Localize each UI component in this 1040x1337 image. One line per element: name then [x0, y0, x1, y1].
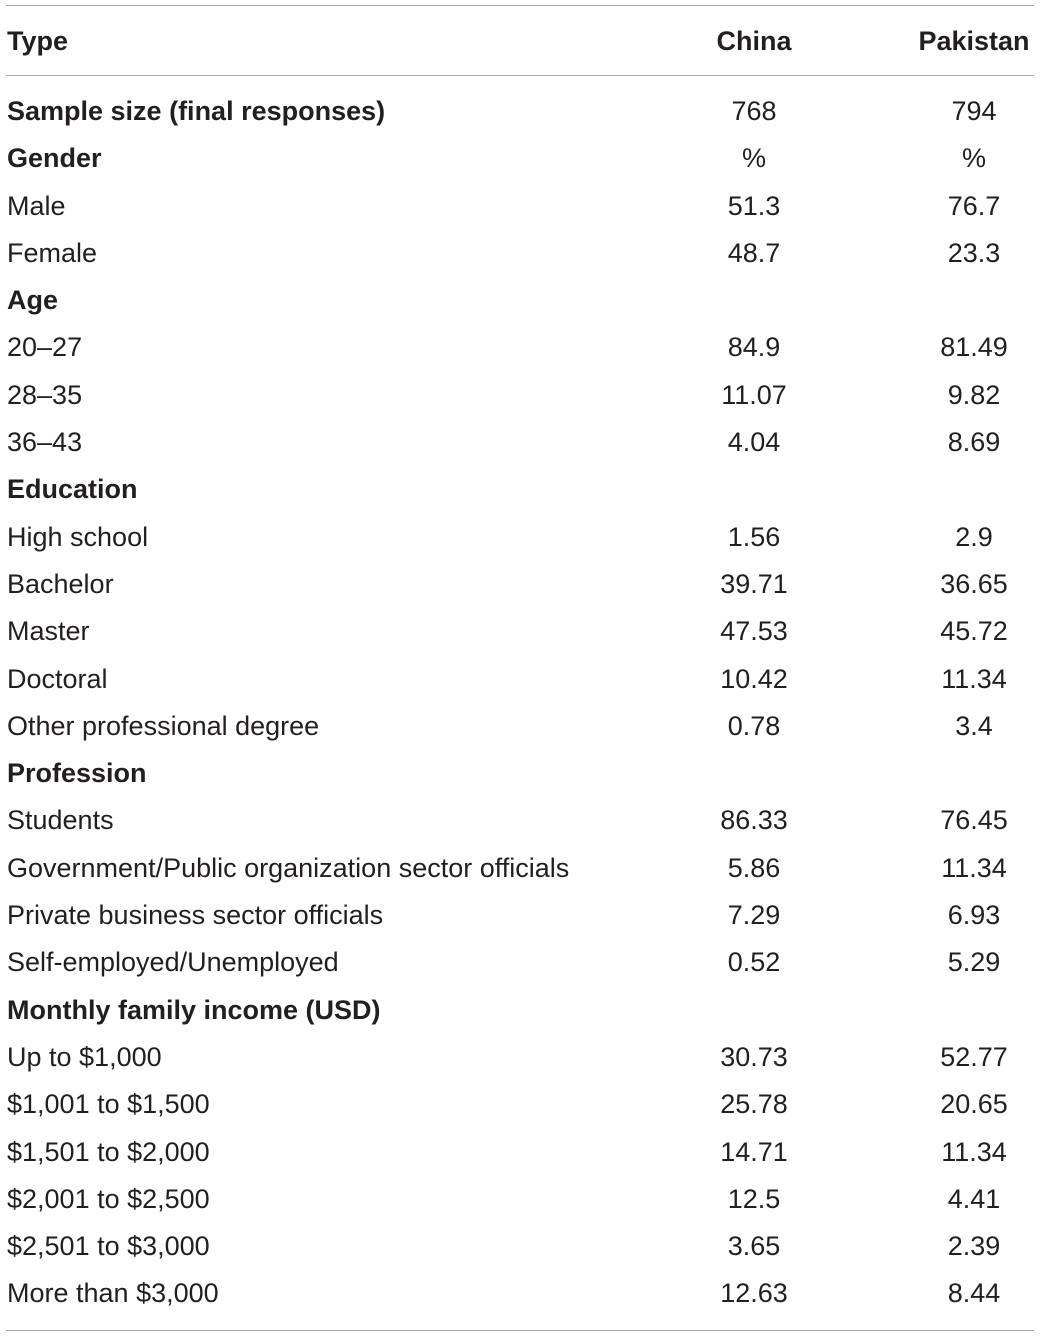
row-type-cell: $1,001 to $1,500: [7, 1089, 210, 1120]
table-header-row: [0, 5, 1040, 75]
row-pakistan-cell: 2.9: [955, 521, 993, 552]
table-row: [0, 939, 1040, 986]
table-bottom-rule: [6, 1330, 1034, 1331]
table-row: [0, 561, 1040, 608]
row-pakistan-cell: 11.34: [941, 1136, 1007, 1167]
row-type-cell: $1,501 to $2,000: [7, 1136, 210, 1167]
row-pakistan-cell: 9.82: [947, 379, 1001, 410]
row-type-cell: Sample size (final responses): [7, 96, 386, 126]
row-pakistan-cell: 23.3: [947, 237, 1001, 268]
row-china-cell: 48.7: [727, 237, 781, 268]
row-pakistan-cell: 8.69: [947, 427, 1001, 458]
table-row: [0, 514, 1040, 561]
row-pakistan-cell: 36.65: [940, 568, 1008, 599]
row-type-cell: Private business sector officials: [7, 900, 384, 931]
table-row: [0, 608, 1040, 655]
row-type-cell: Gender: [7, 143, 102, 174]
table-row: [0, 1223, 1040, 1270]
table-row: [0, 372, 1040, 419]
row-type-cell: $2,501 to $3,000: [7, 1231, 210, 1262]
row-pakistan-cell: [894, 987, 1040, 1034]
row-china-cell: 3.65: [727, 1231, 781, 1262]
row-china-cell: 14.71: [720, 1136, 788, 1167]
row-type-cell: Doctoral: [7, 663, 108, 694]
row-pakistan-cell: [894, 277, 1040, 324]
row-china-cell: 10.42: [720, 663, 788, 694]
row-china-cell: 768: [731, 96, 777, 126]
row-type-cell: More than $3,000: [7, 1278, 219, 1309]
table-section-row: [0, 750, 1040, 797]
row-china-cell: [654, 987, 854, 1034]
row-pakistan-cell: [894, 750, 1040, 797]
row-type-cell: Up to $1,000: [7, 1041, 162, 1072]
row-pakistan-cell: 11.34: [941, 663, 1007, 694]
row-china-cell: 30.73: [720, 1041, 788, 1072]
row-type-cell: Bachelor: [7, 568, 114, 599]
row-china-cell: 11.07: [721, 379, 787, 410]
row-china-cell: [654, 750, 854, 797]
row-china-cell: 51.3: [727, 190, 781, 221]
row-china-cell: 84.9: [727, 332, 781, 363]
table-section-row: [0, 88, 1040, 135]
row-pakistan-cell: 6.93: [947, 900, 1001, 931]
table-row: [0, 1270, 1040, 1317]
row-pakistan-cell: 81.49: [940, 332, 1008, 363]
table-row: [0, 1129, 1040, 1176]
row-type-cell: Age: [7, 285, 59, 316]
table-row: [0, 230, 1040, 277]
row-type-cell: Male: [7, 190, 66, 221]
row-pakistan-cell: 76.7: [947, 190, 1001, 221]
row-pakistan-cell: [894, 466, 1040, 513]
row-china-cell: 7.29: [727, 900, 781, 931]
row-type-cell: 36–43: [7, 427, 83, 458]
row-type-cell: 28–35: [7, 379, 83, 410]
row-china-cell: 39.71: [720, 568, 788, 599]
row-china-cell: 1.56: [727, 521, 781, 552]
row-pakistan-cell: 794: [951, 96, 997, 126]
row-china-cell: [654, 466, 854, 513]
table-section-row: [0, 987, 1040, 1034]
table-row: [0, 324, 1040, 371]
row-china-cell: 12.63: [720, 1278, 788, 1309]
row-type-cell: Students: [7, 805, 114, 836]
row-pakistan-cell: 45.72: [940, 616, 1008, 647]
row-type-cell: Education: [7, 474, 138, 505]
row-china-cell: 25.78: [720, 1089, 788, 1120]
table-body: [0, 88, 1040, 1318]
header-pakistan: Pakistan: [918, 26, 1030, 56]
row-pakistan-cell: 52.77: [940, 1041, 1008, 1072]
table-row: [0, 656, 1040, 703]
row-type-cell: $2,001 to $2,500: [7, 1183, 210, 1214]
row-china-cell: 0.78: [727, 710, 781, 741]
header-china: China: [716, 26, 792, 56]
row-type-cell: Other professional degree: [7, 710, 320, 741]
row-pakistan-cell: 4.41: [947, 1183, 1001, 1214]
row-type-cell: 20–27: [7, 332, 83, 363]
table-row: [0, 183, 1040, 230]
row-china-cell: 12.5: [727, 1183, 781, 1214]
table-row: [0, 419, 1040, 466]
row-china-cell: 5.86: [727, 852, 781, 883]
table-row: [0, 845, 1040, 892]
table-section-row: [0, 135, 1040, 182]
row-china-cell: 47.53: [720, 616, 788, 647]
row-china-cell: [654, 277, 854, 324]
table-row: [0, 1034, 1040, 1081]
row-type-cell: Monthly family income (USD): [7, 994, 381, 1025]
row-pakistan-cell: 11.34: [941, 852, 1007, 883]
table-section-row: [0, 277, 1040, 324]
table-row: [0, 1176, 1040, 1223]
row-type-cell: High school: [7, 521, 149, 552]
row-type-cell: Government/Public organization sector officials: [7, 852, 570, 883]
row-pakistan-cell: 2.39: [947, 1231, 1001, 1262]
row-china-cell: %: [741, 143, 766, 174]
row-pakistan-cell: %: [961, 143, 986, 174]
table-header-rule: [6, 75, 1034, 76]
table-row: [0, 703, 1040, 750]
row-pakistan-cell: 20.65: [940, 1089, 1008, 1120]
row-china-cell: 86.33: [720, 805, 788, 836]
table-row: [0, 1081, 1040, 1128]
row-china-cell: 0.52: [727, 947, 781, 978]
row-pakistan-cell: 76.45: [940, 805, 1008, 836]
row-type-cell: Self-employed/Unemployed: [7, 947, 339, 978]
row-type-cell: Profession: [7, 758, 147, 789]
header-type: Type: [7, 26, 69, 56]
table-row: [0, 892, 1040, 939]
row-china-cell: 4.04: [727, 427, 781, 458]
table-row: [0, 797, 1040, 844]
row-pakistan-cell: 8.44: [947, 1278, 1001, 1309]
row-pakistan-cell: 3.4: [955, 710, 993, 741]
table-section-row: [0, 466, 1040, 513]
row-type-cell: Female: [7, 237, 98, 268]
row-pakistan-cell: 5.29: [947, 947, 1001, 978]
row-type-cell: Master: [7, 616, 90, 647]
